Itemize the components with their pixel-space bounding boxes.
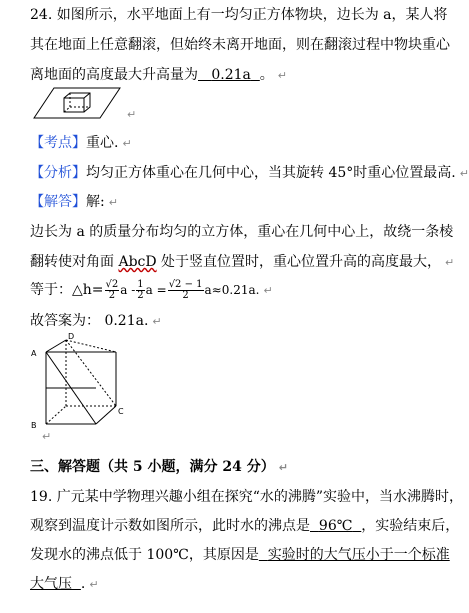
paragraph-mark: ↵ xyxy=(127,108,137,121)
q19-line-1: 19. 广元某中学物理兴趣小组在探究“水的沸腾”实验中，当水沸腾时， xyxy=(30,489,464,505)
equation-line: 等于：△h= $\frac{√2}{2}$ a - $\frac{1}{2}$ a = $\frac{√2 - 1}{2}$ a≈0.21a. ↵ xyxy=(30,278,273,301)
q24-line-3: 离地面的高度最大升高量为 0.21a 。 ↵ xyxy=(30,67,288,83)
answer-blank: 0.21a xyxy=(211,67,251,83)
fraction-2: $\frac{1}{2}$ xyxy=(137,278,144,301)
section-3-heading: 三、解答题（共 5 小题，满分 24 分） ↵ xyxy=(30,459,288,475)
vertex-label-c: C xyxy=(118,407,124,416)
solution-line-2: 翻转使对角面 AbcD 处于竖直位置时，重心位置升高的高度最大， ↵ xyxy=(30,254,455,270)
q24-line-1: 24. 如图所示，水平地面上有一均匀正方体物块，边长为 a，某人将 xyxy=(30,7,448,23)
fraction-1: $\frac{√2}{2}$ xyxy=(105,278,119,301)
vertex-label-b: B xyxy=(31,421,37,430)
fenxi-label: 【分析】 xyxy=(30,165,86,181)
paragraph-mark: ↵ xyxy=(277,69,288,82)
solution-line-1: 边长为 a 的质量分布均匀的立方体，重心在几何中心上，故绕一条棱 xyxy=(30,224,454,240)
kaodian-label: 【考点】 xyxy=(30,135,86,151)
q24-line-2: 其在地面上任意翻滚，但始终未离开地面，则在翻滚过程中物块重心 xyxy=(30,37,450,53)
cube-on-ground-figure xyxy=(32,84,122,124)
vertex-label-a: A xyxy=(31,349,37,358)
q19-line-4: 大气压 . ↵ xyxy=(30,576,99,592)
vertex-label-d: D xyxy=(68,332,75,341)
paragraph-mark: ↵ xyxy=(42,430,52,443)
jieda-line: 【解答】解: ↵ xyxy=(30,194,118,210)
fraction-3: $\frac{√2 - 1}{2}$ xyxy=(168,278,203,301)
q19-line-3: 发现水的沸点低于 100℃，其原因是 实验时的大气压小于一个标准 xyxy=(30,547,450,563)
reason-blank: 实验时的大气压小于一个标准 xyxy=(267,547,450,563)
q19-line-2: 观察到温度计示数如图所示，此时水的沸点是 96℃ ，实验结束后， xyxy=(30,518,460,534)
fenxi-line: 【分析】均匀正方体重心在几何中心，当其旋转 45°时重心位置最高. ↵ xyxy=(30,165,469,181)
boiling-point-blank: 96℃ xyxy=(318,518,353,534)
cube-figure xyxy=(28,334,128,434)
answer-line: 故答案为： 0.21a. ↵ xyxy=(30,313,162,329)
jieda-label: 【解答】 xyxy=(30,194,86,210)
kaodian-line: 【考点】重心. ↵ xyxy=(30,135,132,151)
reason-blank-cont: 大气压 xyxy=(30,576,72,592)
